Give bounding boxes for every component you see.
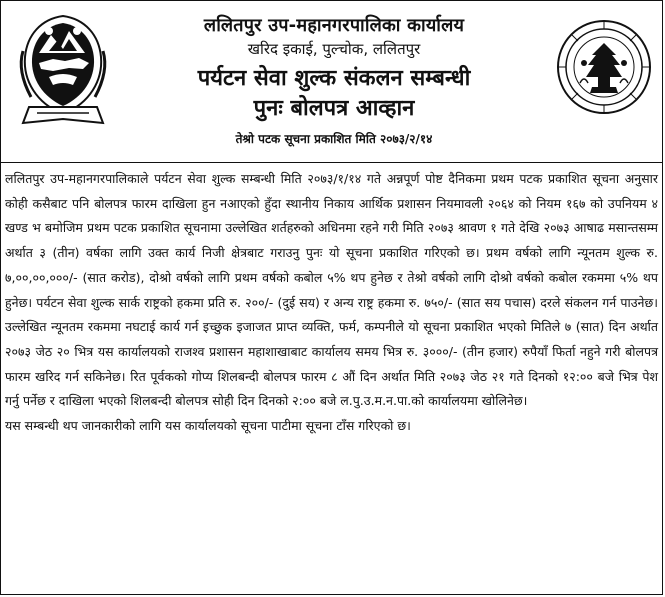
municipality-seal-icon: [554, 13, 654, 121]
notice-header: [1, 1, 662, 163]
notice-subtitle: पुनः बोलपत्र आव्हान: [253, 96, 415, 121]
notice-body: [5, 167, 658, 439]
office-name: ललितपुर उप-महानगरपालिका कार्यालय: [203, 15, 465, 36]
notice-title: पर्यटन सेवा शुल्क संकलन सम्बन्धी: [197, 66, 471, 91]
body-paragraph: ललितपुर उप-महानगरपालिकाले पर्यटन सेवा शुल्क सम्बन्धी मिति २०७३/१/१४ गते अन्नपूर्ण पोष्ट दैनिकमा प्रथम पटक प्रकाशित सूचना अनुसार कोही कसैबाट पनि बोलपत्र फारम दाखिला हुन नआएको हुँदा स्थानीय निकाय आर्थिक प्रशासन नियमावली २०६४ को नियम १६७ को उपनियम ४ खण्ड भ बमोजिम प्रथम पटक प्रकाशित सूचनामा उल्लेखित शर्तहरुको अधिनमा रहने गरी मिति २०७३ श्रावण १ गते देखि २०७३ आषाढ मसान्तसम्म अर्थात ३ (तीन) वर्षका लागि उक्त कार्य निजी क्षेत्रबाट गराउनु पुनः यो सूचना प्रकाशित गरिएको छ। प्रथम वर्षको लागि न्यूनतम शुल्क रु. ७,००,००,०००/- (सात करोड), दोश्रो वर्षको लागि प्रथम वर्षको कबोल ५% थप हुनेछ र तेश्रो वर्षको लागि दोश्रो वर्षको कबोल रकममा ५% थप हुनेछ। पर्यटन सेवा शुल्क सार्क राष्ट्रको हकमा प्रति रु. २००/- (दुई सय) र अन्य राष्ट्र हकमा रु. ७५०/- (सात सय पचास) दरले संकलन गर्न पाउनेछ। उल्लेखित न्यूनतम रकममा नघटाई कार्य गर्न इच्छुक इजाजत प्राप्त व्यक्ति, फर्म, कम्पनीले यो सूचना प्रकाशित भएको मितिले ७ (सात) दिन अर्थात २०७३ जेठ २० भित्र यस कार्यालयको राजश्व प्रशासन महाशाखाबाट कार्यालय समय भित्र रु. ३०००/- (तीन हजार) रुपैयाँ फिर्ता नहुने गरी बोलपत्र फारम खरिद गर्न सकिनेछ। रित पूर्वकको गोप्य शिलबन्दी बोलपत्र फारम ८ औं दिन अर्थात मिति २०७३ जेठ २१ गते दिनको १२:०० बजे भित्र पेश गर्नु पर्नेछ र दाखिला भएको शिलबन्दी बोलपत्र सोही दिन दिनको २:०० बजे ल.पु.उ.म.न.पा.को कार्यालयमा खोलिनेछ।: [5, 171, 658, 409]
nepal-emblem-icon: [13, 11, 113, 131]
body-paragraph-footer: यस सम्बन्धी थप जानकारीको लागि यस कार्यालयको सूचना पाटीमा सूचना टाँस गरिएको छ।: [5, 418, 411, 434]
office-address: खरिद इकाई, पुल्चोक, ललितपुर: [247, 40, 421, 58]
header-divider: [1, 162, 662, 163]
publication-date: तेश्रो पटक सूचना प्रकाशित मिति २०७३/२/१४: [235, 132, 433, 146]
